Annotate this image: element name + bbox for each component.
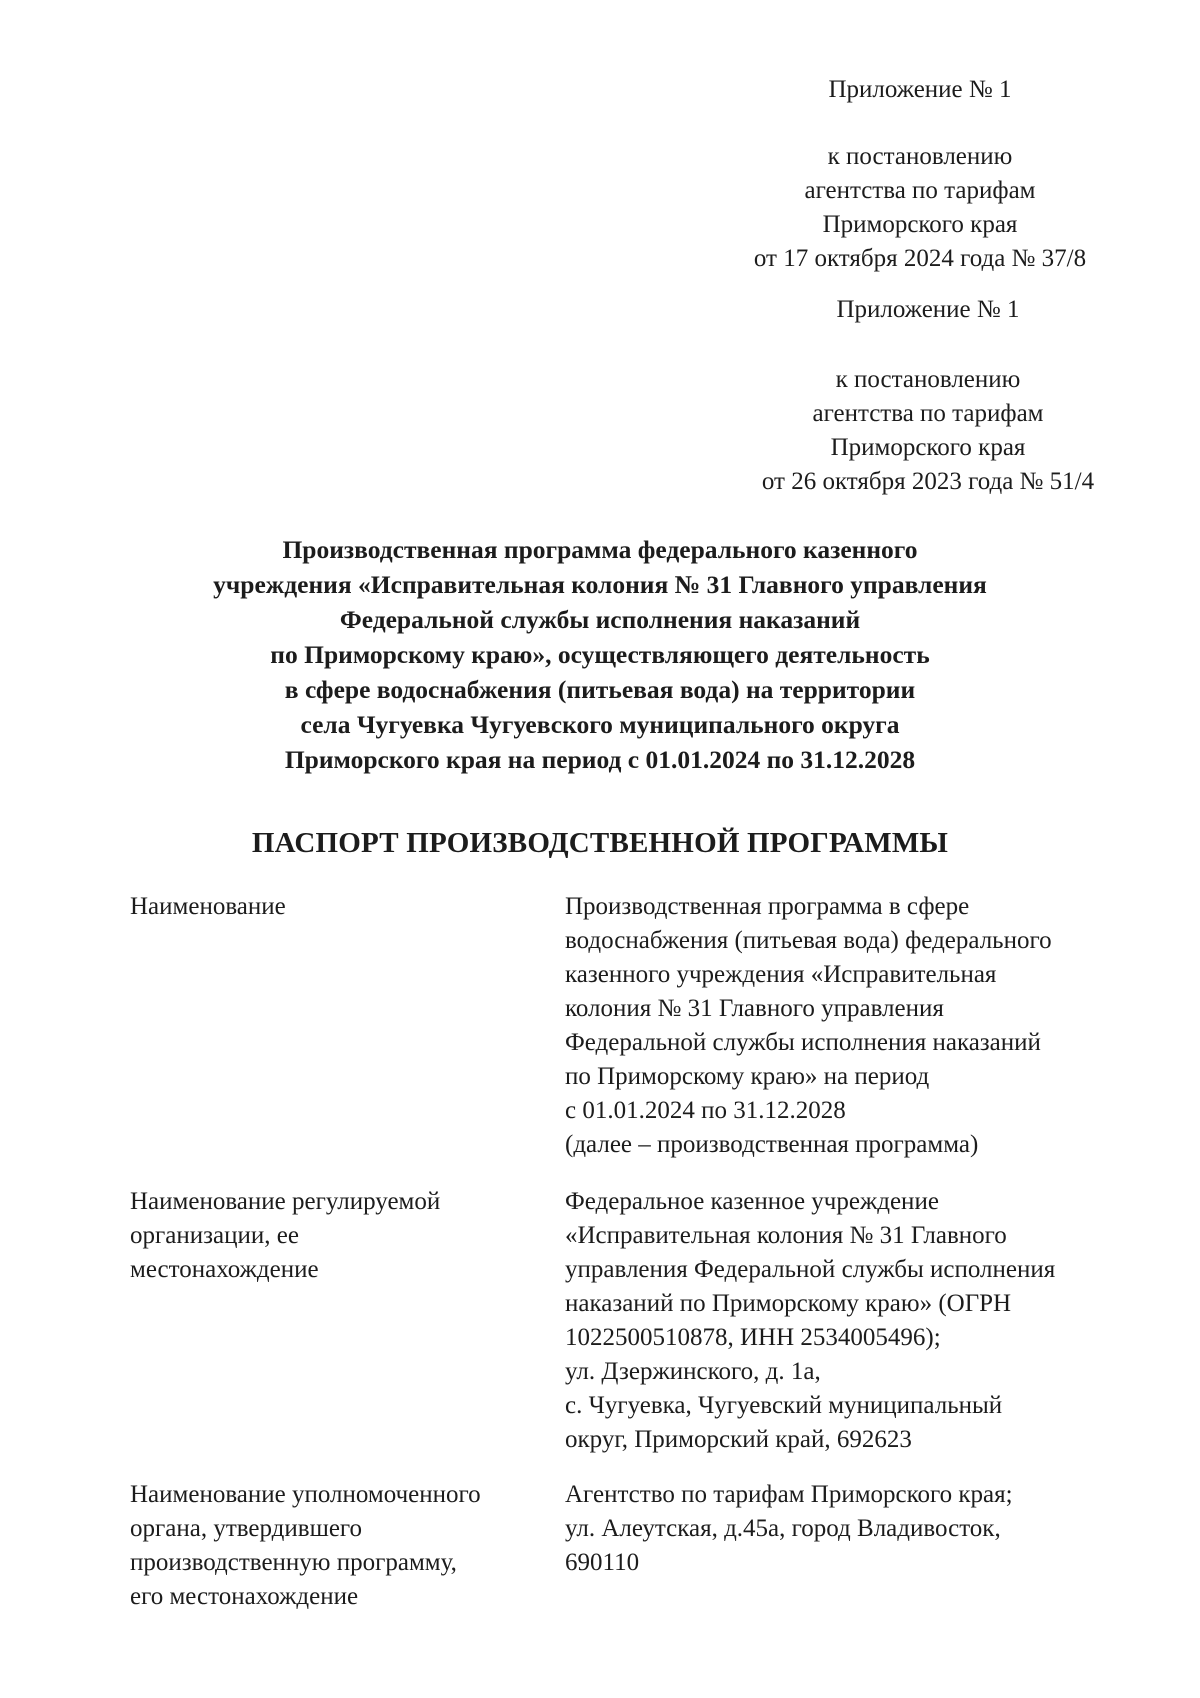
title-line: Приморского края на период с 01.01.2024 по 31.12.2028 [284,745,916,774]
value-line: Агентство по тарифам Приморского края; [565,1481,1013,1508]
label-line: Наименование регулируемой [130,1188,441,1215]
row-label [130,1478,540,1614]
title-line: села Чугуевка Чугуевского муниципального округа [300,710,900,739]
appendix-line: к постановлению [827,143,1013,170]
appendix-current-title: Приложение № 1 [828,76,1012,103]
label-line: органа, утвердившего [130,1515,363,1542]
label-line: производственную программу, [130,1549,457,1576]
value-line: 1022500510878, ИНН 2534005496); [565,1324,941,1351]
title-line: в сфере водоснабжения (питьевая вода) на территории [284,675,916,704]
label-line: его местонахождение [130,1583,359,1610]
appendix-line: Приморского края [822,211,1018,238]
value-line: Федеральной службы исполнения наказаний [565,1029,1041,1056]
value-line: (далее – производственная программа) [565,1131,979,1158]
value-line: казенного учреждения «Исправительная [565,961,997,988]
document-title [160,532,1040,777]
row-label [130,1185,540,1287]
passport-heading: ПАСПОРТ ПРОИЗВОДСТВЕННОЙ ПРОГРАММЫ [251,827,949,859]
appendix-previous [728,293,1128,499]
appendix-current-details [720,140,1120,276]
value-line: ул. Дзержинского, д. 1а, [565,1358,821,1385]
row-value [565,1185,1140,1457]
value-line: Производственная программа в сфере [565,893,970,920]
value-line: Федеральное казенное учреждение [565,1188,939,1215]
label-line: местонахождение [130,1256,319,1283]
value-line: водоснабжения (питьевая вода) федерального [565,927,1052,954]
appendix-line: к постановлению [835,366,1021,393]
value-line: с. Чугуевка, Чугуевский муниципальный [565,1392,1003,1419]
label-line: Наименование уполномоченного [130,1481,481,1508]
appendix-previous-title: Приложение № 1 [836,296,1020,323]
title-line: Федеральной службы исполнения наказаний [339,605,861,634]
appendix-line: Приморского края [830,434,1026,461]
row-label [130,890,540,924]
title-line: по Приморскому краю», осуществляющего деятельность [270,640,930,669]
appendix-date-line: от 26 октября 2023 года № 51/4 [761,468,1095,495]
row-value [565,1478,1140,1580]
value-line: с 01.01.2024 по 31.12.2028 [565,1097,846,1124]
appendix-current [720,73,1120,276]
label-line: Наименование [130,893,286,920]
appendix-line: агентства по тарифам [804,177,1036,204]
value-line: управления Федеральной службы исполнения [565,1256,1056,1283]
appendix-date-line: от 17 октября 2024 года № 37/8 [753,245,1087,272]
value-line: «Исправительная колония № 31 Главного [565,1222,1007,1249]
appendix-previous-details [728,363,1128,499]
value-line: колония № 31 Главного управления [565,995,944,1022]
title-line: учреждения «Исправительная колония № 31 Главного управления [213,570,987,599]
label-line: организации, ее [130,1222,299,1249]
value-line: округ, Приморский край, 692623 [565,1426,912,1453]
value-line: по Приморскому краю» на период [565,1063,930,1090]
title-line: Производственная программа федерального казенного [282,535,918,564]
value-line: ул. Алеутская, д.45а, город Владивосток, [565,1515,1001,1542]
value-line: наказаний по Приморскому краю» (ОГРН [565,1290,1012,1317]
value-line: 690110 [565,1549,640,1576]
row-value [565,890,1140,1162]
appendix-line: агентства по тарифам [812,400,1044,427]
